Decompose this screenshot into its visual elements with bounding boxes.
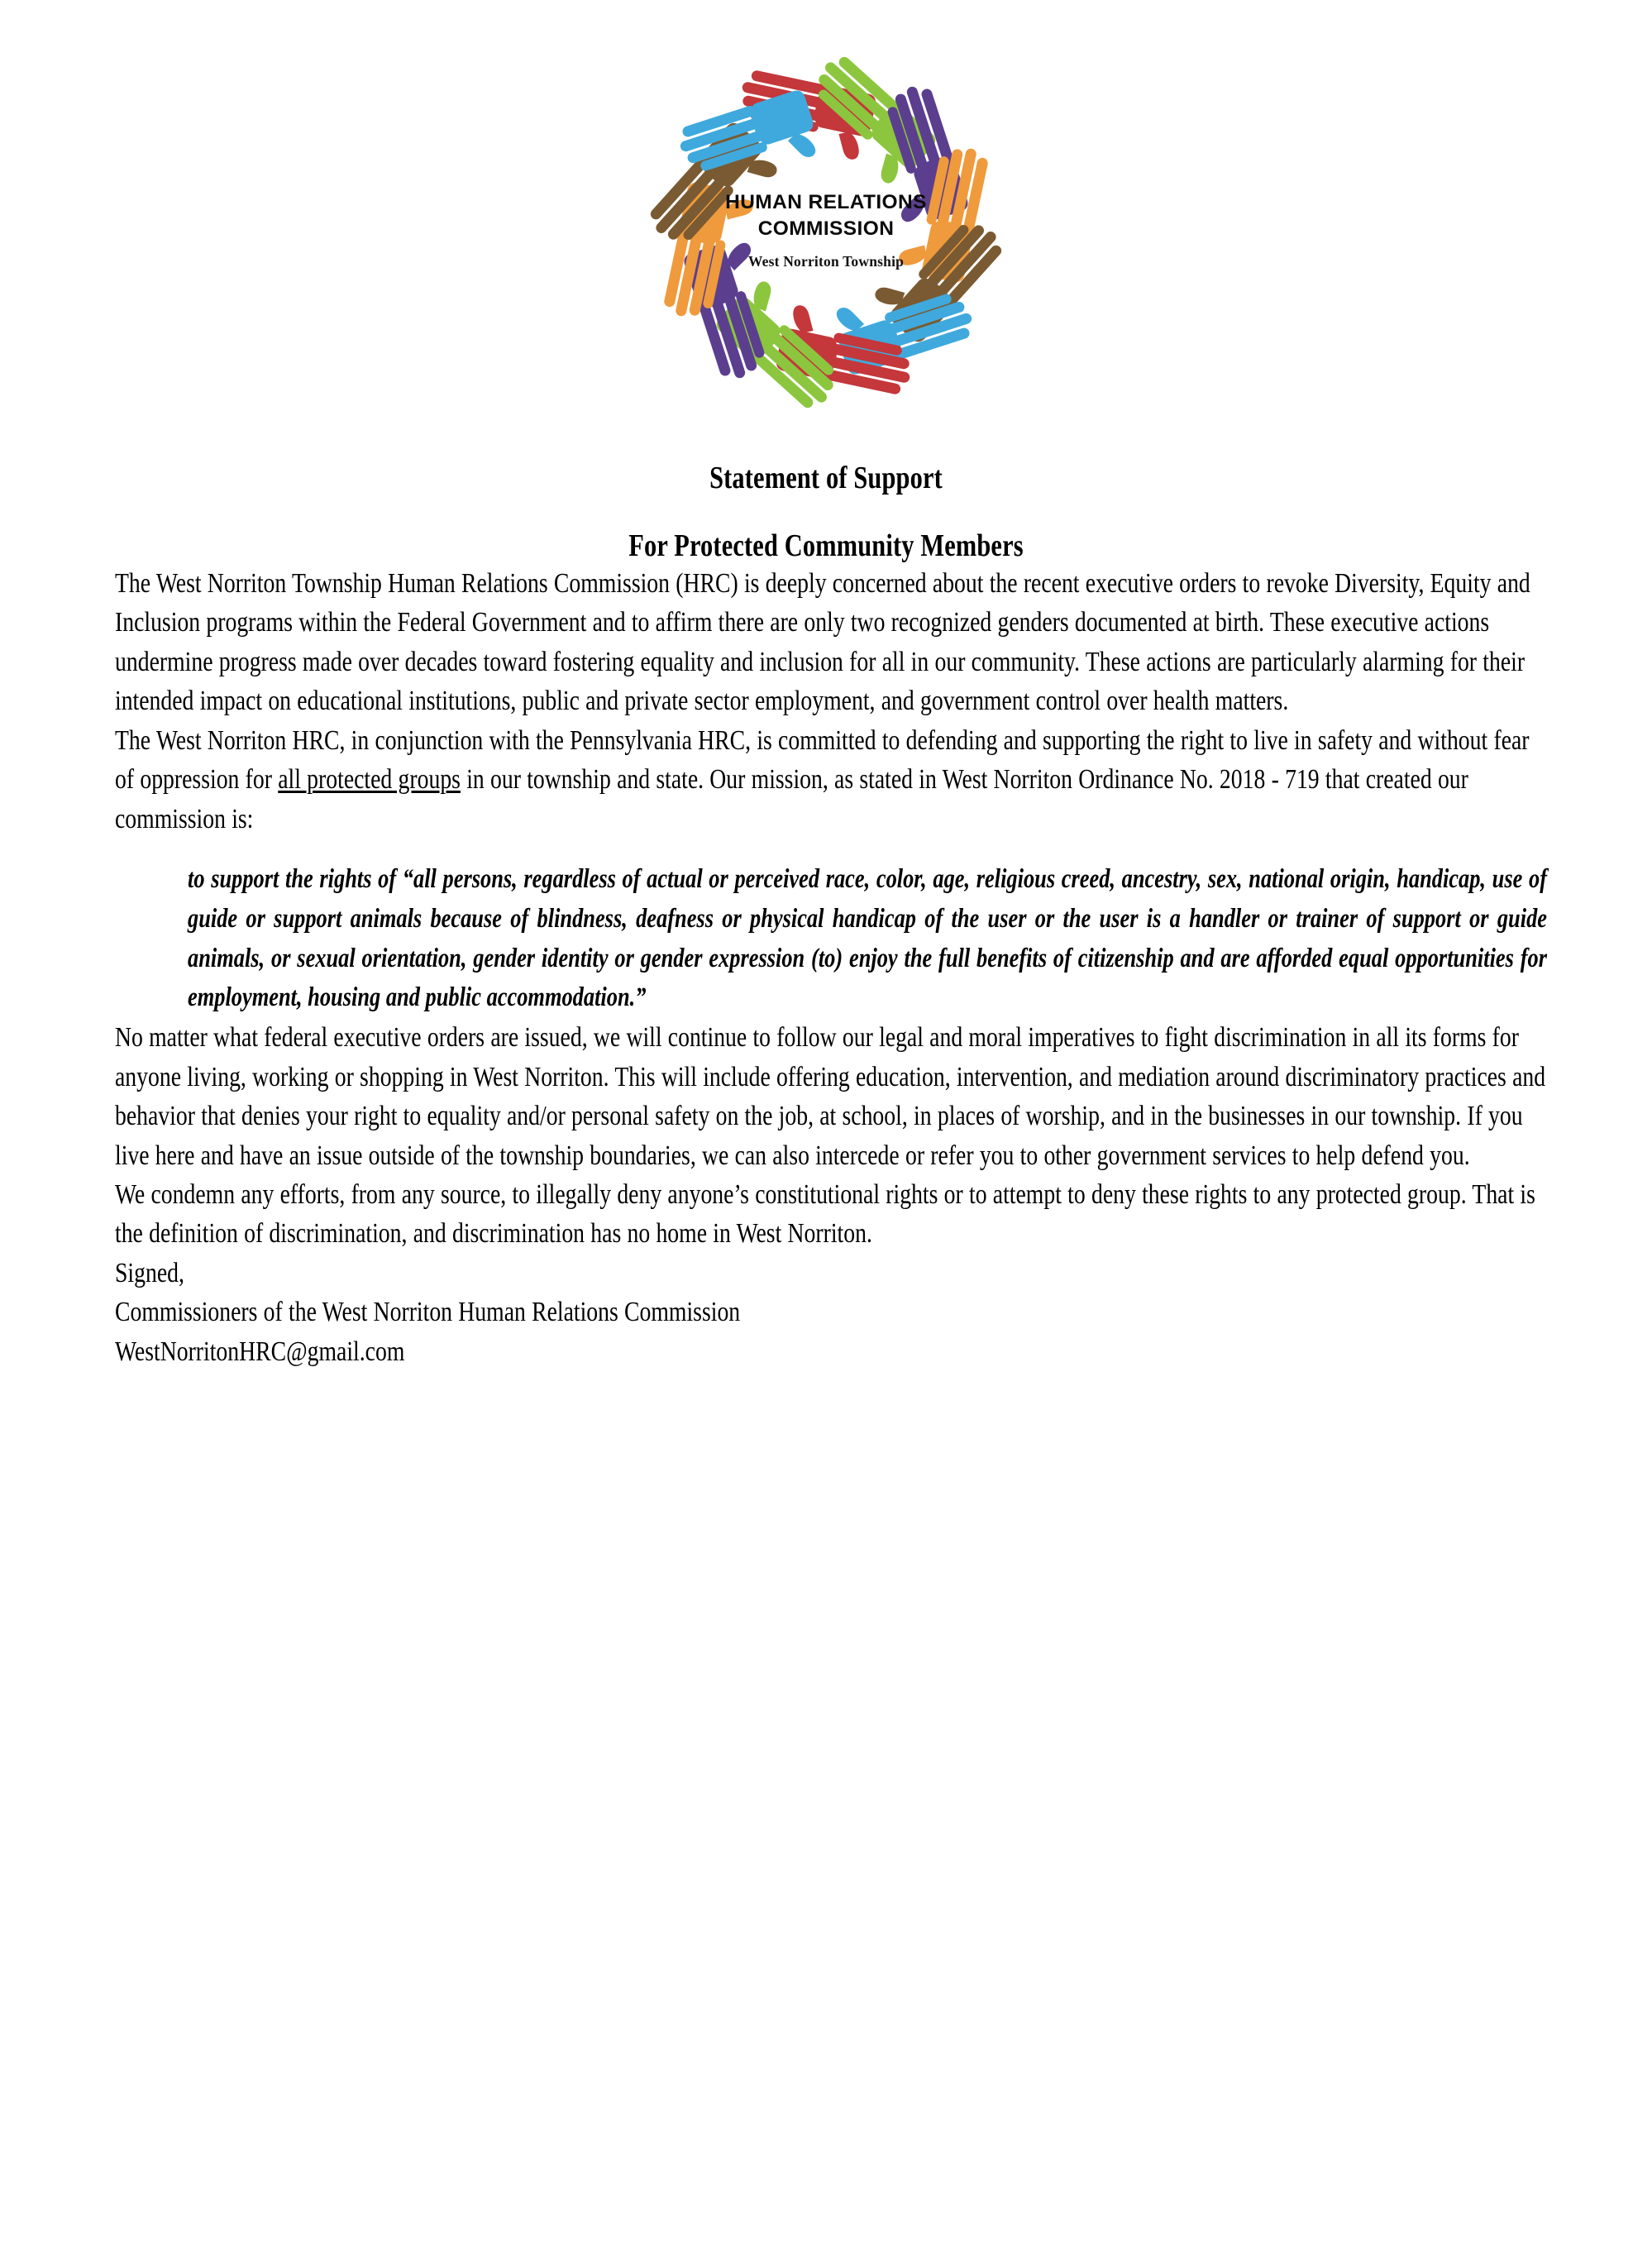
- paragraph-commitment: [115, 721, 1547, 839]
- underlined-all-protected-groups: all protected groups: [278, 764, 461, 796]
- hands-circle-icon: [632, 38, 1020, 427]
- logo-line-township: West Norriton Township: [747, 252, 905, 270]
- logo-line-commission: COMMISSION: [757, 217, 895, 241]
- paragraph-condemn: We condemn any efforts, from any source, to illegally deny anyone’s constitutional rights or to attempt to deny these rights to any protected group. That is the definition of discrimination, and discrimination has no home in West Norriton.: [115, 1179, 1535, 1250]
- signatory-commissioners: Commissioners of the West Norriton Human Relations Commission: [115, 1297, 741, 1328]
- document-body: [105, 564, 1547, 1371]
- mission-quote-text: to support the rights of “all persons, regardless of actual or perceived race, color, age, religious creed, ancestry, sex, national origin, handicap, use of guide or support animals because of blindness, deafness or physical handicap of the user or the user is a handler or trainer of support or guide animals, or sexual orientation, gender identity or gender expression (to) enjoy the full benefits of citizenship and are afforded equal opportunities for employment, housing and public accommodation.”: [188, 863, 1547, 1013]
- logo-container: [0, 0, 1652, 427]
- page-title: Statement of Support: [709, 461, 943, 495]
- mission-quote-block: [115, 860, 1547, 1018]
- paragraph-concern: The West Norriton Township Human Relations Commission (HRC) is deeply concerned about the recent executive orders to revoke Diversity, Equity and Inclusion programs within the Federal Government and to affirm there are only two recognized genders documented at birth. These executive actions undermine progress made over decades toward fostering equality and inclusion for all in our community. These actions are particularly alarming for their intended impact on educational institutions, public and private sector employment, and government control over health matters.: [115, 568, 1530, 717]
- paragraph-commitment-part2: in our township and state. Our mission, as stated in West Norriton Ordinance No. 2018 - 719 that created our commission is:: [115, 764, 1468, 834]
- page-subtitle: For Protected Community Members: [628, 528, 1024, 563]
- contact-email: WestNorritonHRC@gmail.com: [115, 1336, 405, 1367]
- paragraph-commitment-part1: The West Norriton HRC, in conjunction with the Pennsylvania HRC, is committed to defending and supporting the right to live in safety and without fear of oppression for: [115, 724, 1530, 796]
- signed-label: Signed,: [115, 1257, 184, 1288]
- paragraph-continue-fight: No matter what federal executive orders are issued, we will continue to follow our legal and moral imperatives to fight discrimination in all its forms for anyone living, working or shopping in West Norriton. This will include offering education, intervention, and mediation around discriminatory practices and behavior that denies your right to equality and/or personal safety on the job, at school, in places of worship, and in the businesses in our township. If you live here and have an issue outside of the township boundaries, we can also intercede or refer you to other government services to help defend you.: [115, 1022, 1546, 1171]
- logo-line-human-relations: HUMAN RELATIONS: [725, 191, 927, 213]
- human-relations-commission-logo: [632, 38, 1020, 427]
